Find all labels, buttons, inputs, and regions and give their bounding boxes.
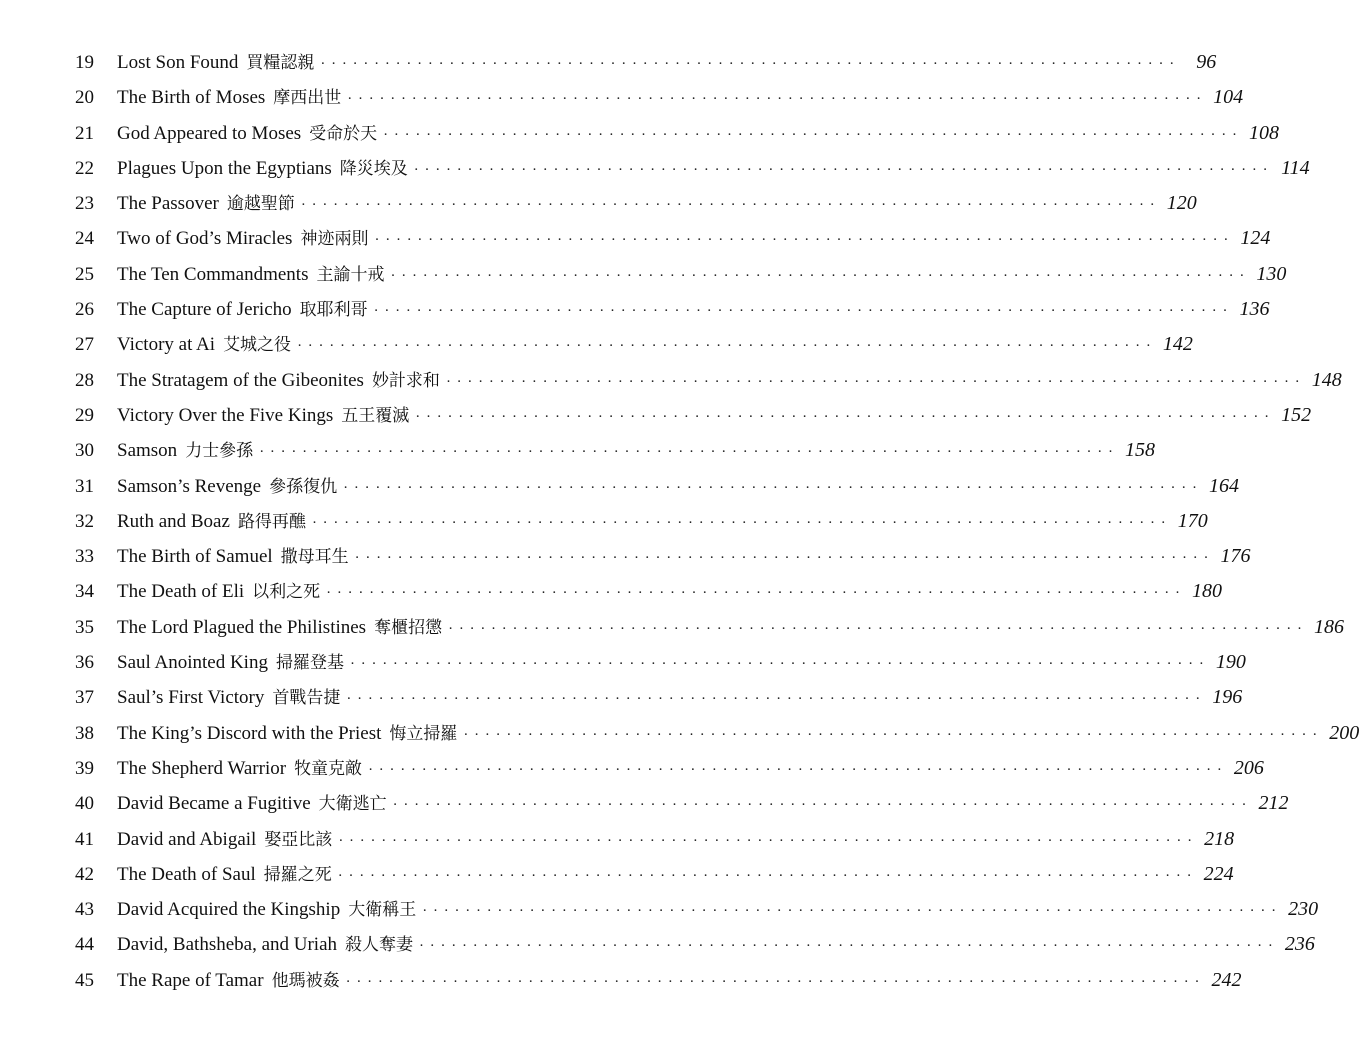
chapter-title-chinese: 主諭十戒: [316, 264, 385, 285]
dot-leader: · · · · · · · · · · · · · · · · · · · · · · · · · · · · · · · · · · · · · · · · · · · · · · · · · · · · · · · · · · · · · · · · · · · · · · · · · · · · · · · ·: [320, 56, 1176, 72]
chapter-title-chinese: 逾越聖節: [226, 194, 295, 215]
chapter-number: 36: [75, 652, 94, 674]
page-number: 114: [1281, 156, 1310, 179]
chapter-title-chinese: 奪櫃招懲: [374, 617, 443, 638]
page-number: 200: [1329, 721, 1359, 744]
dot-leader: · · · · · · · · · · · · · · · · · · · · · · · · · · · · · · · · · · · · · · · · · · · · · · · · · · · · · · · · · · · · · · · · · · · · · · · · · · · · · · · ·: [326, 585, 1182, 602]
chapter-number: 44: [75, 934, 94, 956]
toc-entry: [75, 292, 1270, 327]
page-number: 176: [1220, 545, 1251, 568]
toc-entry: [75, 927, 1315, 962]
chapter-number: 25: [75, 263, 94, 285]
dot-leader: · · · · · · · · · · · · · · · · · · · · · · · · · · · · · · · · · · · · · · · · · · · · · · · · · · · · · · · · · · · · · · · · · · · · · · · · · · · · · · · ·: [463, 726, 1319, 743]
toc-entry: [75, 716, 1359, 751]
page-number: 180: [1192, 580, 1223, 603]
chapter-title: Two of God’s Miracles: [117, 228, 293, 250]
chapter-title-chinese: 首戰告捷: [272, 688, 341, 709]
dot-leader: · · · · · · · · · · · · · · · · · · · · · · · · · · · · · · · · · · · · · · · · · · · · · · · · · · · · · · · · · · · · · · · · · · · · · · · · · · · · · · · ·: [338, 832, 1194, 849]
chapter-title: Lost Son Found: [117, 52, 239, 73]
chapter-title-chinese: 他瑪被姦: [271, 970, 340, 991]
page-number: 206: [1233, 756, 1264, 779]
chapter-title-chinese: 掃羅之死: [263, 864, 332, 885]
page-number: 130: [1256, 262, 1287, 285]
page-number: 152: [1281, 403, 1312, 426]
toc-entry: [75, 539, 1251, 574]
chapter-title: The Birth of Samuel: [117, 546, 273, 568]
page-number: 142: [1162, 333, 1193, 356]
toc-entry: [75, 822, 1235, 857]
toc-entry: [75, 751, 1264, 786]
dot-leader: · · · · · · · · · · · · · · · · · · · · · · · · · · · · · · · · · · · · · · · · · · · · · · · · · · · · · · · · · · · · · · · · · · · · · · · · · · · · · · · ·: [373, 303, 1229, 320]
chapter-title: David Became a Fugitive: [117, 793, 311, 815]
chapter-title: Victory Over the Five Kings: [117, 404, 334, 426]
page-number: 120: [1166, 192, 1197, 215]
chapter-number: 28: [75, 369, 94, 391]
page-number: 96: [1196, 51, 1217, 73]
chapter-title-chinese: 神迹兩則: [300, 229, 369, 250]
page-number: 212: [1258, 792, 1289, 815]
page-number: 224: [1203, 862, 1234, 885]
chapter-title: God Appeared to Moses: [117, 122, 302, 144]
chapter-title: Saul’s First Victory: [117, 687, 265, 709]
chapter-number: 41: [75, 828, 94, 850]
chapter-title: The Passover: [117, 193, 219, 215]
chapter-number: 30: [75, 440, 94, 462]
chapter-number: 37: [75, 687, 94, 709]
toc-entry: [75, 857, 1234, 892]
dot-leader: · · · · · · · · · · · · · · · · · · · · · · · · · · · · · · · · · · · · · · · · · · · · · · · · · · · · · · · · · · · · · · · · · · · · · · · · · · · · · · · ·: [415, 408, 1271, 425]
chapter-number: 38: [75, 722, 94, 744]
chapter-number: 33: [75, 546, 94, 568]
chapter-number: 45: [75, 969, 94, 991]
page-number: 186: [1313, 615, 1344, 638]
chapter-title: The Death of Eli: [117, 581, 245, 603]
toc-entry: [75, 116, 1280, 151]
chapter-title: David Acquired the Kingship: [117, 899, 341, 921]
chapter-title: Saul Anointed King: [117, 652, 268, 674]
toc-entry: [75, 963, 1242, 998]
dot-leader: · · · · · · · · · · · · · · · · · · · · · · · · · · · · · · · · · · · · · · · · · · · · · · · · · · · · · · · · · · · · · · · · · · · · · · · · · · · · · · · ·: [448, 620, 1303, 637]
toc-entry: [75, 363, 1342, 398]
dot-leader: · · · · · · · · · · · · · · · · · · · · · · · · · · · · · · · · · · · · · · · · · · · · · · · · · · · · · · · · · · · · · · · · · · · · · · · · · · · · · · · ·: [346, 691, 1202, 708]
chapter-title-chinese: 艾城之役: [223, 335, 292, 356]
table-of-contents: [75, 45, 1359, 998]
chapter-title: The Death of Saul: [117, 863, 256, 885]
toc-entry: [75, 433, 1156, 468]
page-number: 164: [1208, 474, 1239, 497]
chapter-number: 19: [75, 52, 94, 73]
chapter-title-chinese: 大衛稱王: [348, 900, 417, 921]
dot-leader: · · · · · · · · · · · · · · · · · · · · · · · · · · · · · · · · · · · · · · · · · · · · · · · · · · · · · · · · · · · · · · · · · · · · · · · · · · · · · · · ·: [311, 514, 1167, 531]
dot-leader: · · · · · · · · · · · · · · · · · · · · · · · · · · · · · · · · · · · · · · · · · · · · · · · · · · · · · · · · · · · · · · · · · · · · · · · · · · · · · · · ·: [422, 903, 1278, 920]
chapter-title: The King’s Discord with the Priest: [117, 722, 382, 744]
page-number: 108: [1249, 121, 1280, 144]
page-number: 148: [1311, 368, 1342, 391]
chapter-title: The Capture of Jericho: [117, 299, 292, 321]
toc-entry: [75, 186, 1197, 221]
dot-leader: · · · · · · · · · · · · · · · · · · · · · · · · · · · · · · · · · · · · · · · · · · · · · · · · · · · · · · · · · · · · · · · · · · · · · · · · · · · · · · · ·: [300, 197, 1156, 214]
chapter-number: 20: [75, 87, 94, 109]
chapter-title-chinese: 以利之死: [252, 582, 321, 603]
chapter-title-chinese: 大衛逃亡: [318, 794, 387, 815]
page-number: 104: [1213, 86, 1244, 109]
chapter-title-chinese: 妙計求和: [371, 370, 440, 391]
chapter-title-chinese: 掃羅登基: [275, 653, 344, 674]
chapter-title: David, Bathsheba, and Uriah: [117, 934, 338, 956]
toc-entry: [75, 151, 1310, 186]
toc-entry: [75, 786, 1289, 821]
chapter-number: 29: [75, 404, 94, 426]
chapter-title: The Ten Commandments: [117, 263, 309, 285]
chapter-number: 26: [75, 299, 94, 321]
dot-leader: · · · · · · · · · · · · · · · · · · · · · · · · · · · · · · · · · · · · · · · · · · · · · · · · · · · · · · · · · · · · · · · · · · · · · · · · · · · · · · · ·: [383, 126, 1239, 143]
chapter-title-chinese: 殺人奪妻: [345, 935, 414, 956]
toc-entry: [75, 45, 1217, 80]
chapter-title-chinese: 參孫復仇: [269, 476, 338, 497]
toc-entry: [75, 645, 1246, 680]
chapter-number: 39: [75, 757, 94, 779]
page-number: 158: [1125, 439, 1156, 462]
chapter-title: Samson: [117, 440, 178, 462]
chapter-number: 21: [75, 122, 94, 144]
chapter-title-chinese: 牧童克敵: [294, 758, 363, 779]
page-number: 196: [1212, 686, 1243, 709]
chapter-title: Plagues Upon the Egyptians: [117, 157, 332, 179]
dot-leader: · · · · · · · · · · · · · · · · · · · · · · · · · · · · · · · · · · · · · · · · · · · · · · · · · · · · · · · · · · · · · · · · · · · · · · · · · · · · · · · ·: [413, 161, 1269, 178]
chapter-number: 22: [75, 157, 94, 179]
dot-leader: · · · · · · · · · · · · · · · · · · · · · · · · · · · · · · · · · · · · · · · · · · · · · · · · · · · · · · · · · · · · · · · · · · · · · · · · · · · · · · · ·: [368, 761, 1223, 778]
page-number: 242: [1211, 968, 1242, 991]
dot-leader: · · · · · · · · · · · · · · · · · · · · · · · · · · · · · · · · · · · · · · · · · · · · · · · · · · · · · · · · · · · · · · · · · · · · · · · · · · · · · · · ·: [445, 373, 1301, 390]
page-number: 190: [1215, 651, 1246, 674]
dot-leader: · · · · · · · · · · · · · · · · · · · · · · · · · · · · · · · · · · · · · · · · · · · · · · · · · · · · · · · · · · · · · · · · · · · · · · · · · · · · · · · ·: [392, 797, 1248, 814]
dot-leader: · · · · · · · · · · · · · · · · · · · · · · · · · · · · · · · · · · · · · · · · · · · · · · · · · · · · · · · · · · · · · · · · · · · · · · · · · · · · · · · ·: [354, 550, 1210, 567]
dot-leader: · · · · · · · · · · · · · · · · · · · · · · · · · · · · · · · · · · · · · · · · · · · · · · · · · · · · · · · · · · · · · · · · · · · · · · · · · · · · · · · ·: [374, 232, 1230, 249]
dot-leader: · · · · · · · · · · · · · · · · · · · · · · · · · · · · · · · · · · · · · · · · · · · · · · · · · · · · · · · · · · · · · · · · · · · · · · · · · · · · · · · ·: [337, 867, 1193, 884]
chapter-title: Samson’s Revenge: [117, 475, 262, 497]
chapter-title-chinese: 力士參孫: [185, 441, 254, 462]
page-number: 124: [1240, 227, 1271, 250]
chapter-title: Ruth and Boaz: [117, 510, 230, 532]
dot-leader: · · · · · · · · · · · · · · · · · · · · · · · · · · · · · · · · · · · · · · · · · · · · · · · · · · · · · · · · · · · · · · · · · · · · · · · · · · · · · · · ·: [390, 267, 1246, 284]
chapter-title: The Rape of Tamar: [117, 969, 264, 991]
toc-entry: [75, 80, 1244, 115]
page-number: 218: [1204, 827, 1235, 850]
chapter-number: 23: [75, 193, 94, 215]
chapter-number: 35: [75, 616, 94, 638]
chapter-title-chinese: 五王覆滅: [341, 405, 410, 426]
dot-leader: · · · · · · · · · · · · · · · · · · · · · · · · · · · · · · · · · · · · · · · · · · · · · · · · · · · · · · · · · · · · · · · · · · · · · · · · · · · · · · · ·: [349, 656, 1205, 673]
dot-leader: · · · · · · · · · · · · · · · · · · · · · · · · · · · · · · · · · · · · · · · · · · · · · · · · · · · · · · · · · · · · · · · · · · · · · · · · · · · · · · · ·: [419, 938, 1274, 955]
chapter-number: 40: [75, 793, 94, 815]
chapter-title-chinese: 降災埃及: [339, 158, 408, 179]
chapter-title-chinese: 路得再醮: [237, 511, 306, 532]
page-number: 170: [1177, 509, 1208, 532]
chapter-number: 32: [75, 510, 94, 532]
toc-entry: [75, 398, 1312, 433]
chapter-title-chinese: 取耶利哥: [299, 300, 368, 321]
toc-entry: [75, 221, 1271, 256]
dot-leader: · · · · · · · · · · · · · · · · · · · · · · · · · · · · · · · · · · · · · · · · · · · · · · · · · · · · · · · · · · · · · · · · · · · · · · · · · · · · · · · ·: [297, 338, 1152, 355]
chapter-title: The Lord Plagued the Philistines: [117, 616, 367, 638]
chapter-number: 42: [75, 863, 94, 885]
toc-entry: [75, 574, 1223, 609]
chapter-title-chinese: 娶亞比該: [264, 829, 333, 850]
chapter-number: 24: [75, 228, 94, 250]
chapter-number: 43: [75, 899, 94, 921]
dot-leader: · · · · · · · · · · · · · · · · · · · · · · · · · · · · · · · · · · · · · · · · · · · · · · · · · · · · · · · · · · · · · · · · · · · · · · · · · · · · · · · ·: [343, 479, 1198, 496]
toc-entry: [75, 257, 1287, 292]
chapter-title-chinese: 撒母耳生: [280, 547, 349, 568]
chapter-number: 34: [75, 581, 94, 603]
chapter-title-chinese: 摩西出世: [273, 88, 342, 109]
page-number: 136: [1239, 298, 1270, 321]
chapter-number: 31: [75, 475, 94, 497]
toc-entry: [75, 892, 1319, 927]
toc-entry: [75, 610, 1344, 645]
chapter-number: 27: [75, 334, 94, 356]
chapter-title-chinese: 受命於天: [309, 123, 378, 144]
toc-entry: [75, 469, 1239, 504]
chapter-title: The Birth of Moses: [117, 87, 266, 109]
chapter-title: The Stratagem of the Gibeonites: [117, 369, 364, 391]
chapter-title: The Shepherd Warrior: [117, 757, 287, 779]
chapter-title-chinese: 買糧認親: [246, 53, 315, 73]
chapter-title-chinese: 悔立掃羅: [389, 723, 458, 744]
page-number: 230: [1288, 898, 1319, 921]
chapter-title: David and Abigail: [117, 828, 257, 850]
page-number: 236: [1284, 933, 1315, 956]
dot-leader: · · · · · · · · · · · · · · · · · · · · · · · · · · · · · · · · · · · · · · · · · · · · · · · · · · · · · · · · · · · · · · · · · · · · · · · · · · · · · · · ·: [345, 973, 1201, 990]
dot-leader: · · · · · · · · · · · · · · · · · · · · · · · · · · · · · · · · · · · · · · · · · · · · · · · · · · · · · · · · · · · · · · · · · · · · · · · · · · · · · · · ·: [347, 91, 1203, 108]
toc-entry: [75, 680, 1243, 715]
chapter-title: Victory at Ai: [117, 334, 216, 356]
toc-entry: [75, 327, 1193, 362]
toc-entry: [75, 504, 1208, 539]
dot-leader: · · · · · · · · · · · · · · · · · · · · · · · · · · · · · · · · · · · · · · · · · · · · · · · · · · · · · · · · · · · · · · · · · · · · · · · · · · · · · · · ·: [259, 444, 1115, 461]
